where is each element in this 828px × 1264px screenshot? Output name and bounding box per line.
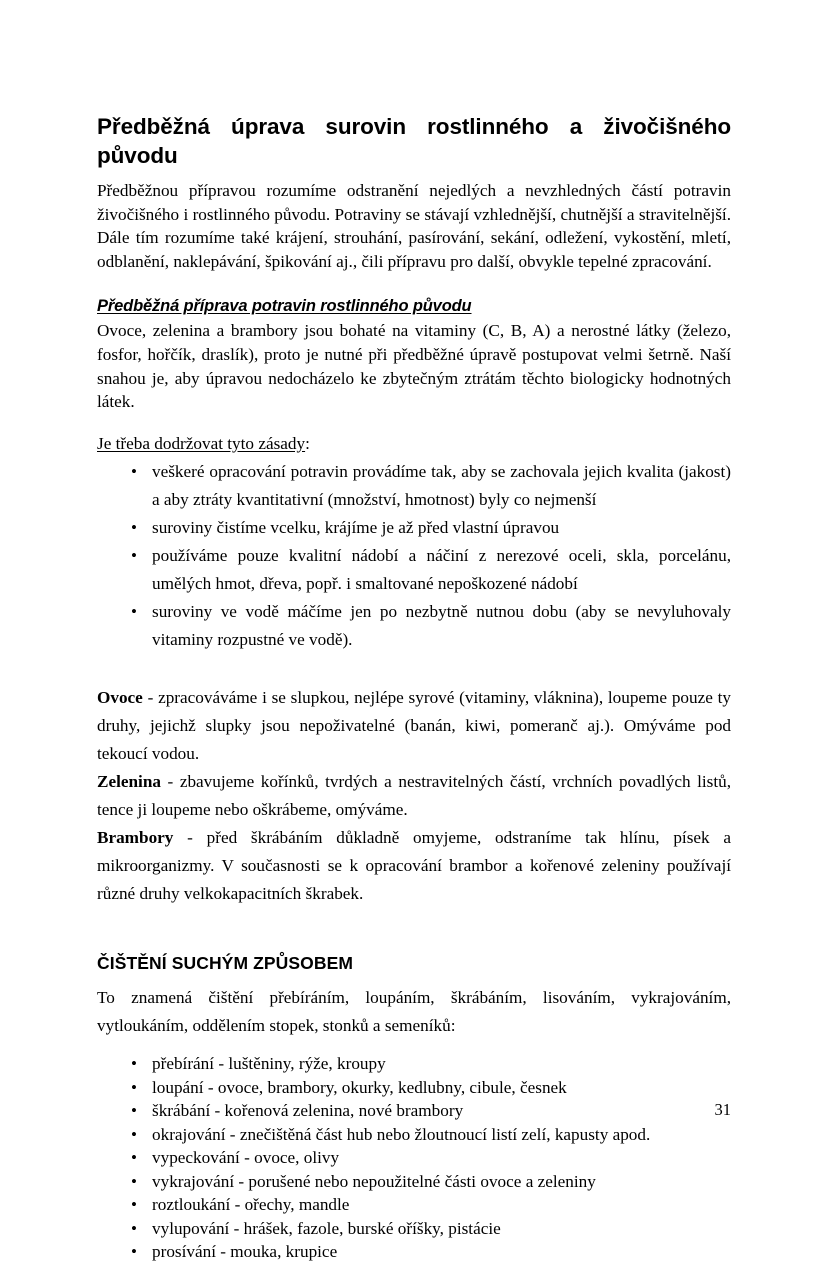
spacer <box>97 273 731 295</box>
subsection-heading-plant: Předběžná příprava potravin rostlinného původu <box>97 297 472 316</box>
list-item: • škrábání - kořenová zelenina, nové brambory <box>97 1099 731 1123</box>
list-item: • loupání - ovoce, brambory, okurky, kedlubny, cibule, česnek <box>97 1076 731 1100</box>
commodity-paragraph-zelenina <box>97 768 731 824</box>
dry-cleaning-methods-list <box>97 1052 731 1264</box>
page-title-line-1: Předběžná úprava surovin rostlinného a živočišného <box>97 114 731 139</box>
rules-lead-in-colon: : <box>305 433 310 453</box>
intro-paragraph: Předběžnou přípravou rozumíme odstranění nejedlých a nevzhledných částí potravin živočišného i rostlinného původu. Potraviny se stávají vzhlednější, chutnější a stravitelnější. Dále tím rozumíme také krájení, strouhání, pasírování, sekání, odležení, vykostění, mletí, odblanění, naklepávání, špikování aj., čili přípravu pro další, obvykle tepelné zpracování. <box>97 181 731 271</box>
list-item: • okrajování - znečištěná část hub nebo žloutnoucí listí zelí, kapusty apod. <box>97 1123 731 1147</box>
rules-lead-in <box>97 432 731 456</box>
spacer <box>97 414 731 432</box>
spacer <box>97 654 731 684</box>
commodity-term: Zelenina <box>97 772 161 792</box>
commodity-description: - zpracováváme i se slupkou, nejlépe syrové (vitaminy, vláknina), loupeme pouze ty druhy, jejichž slupky jsou nepoživatelné (banán, kiwi, pomeranč aj.). Omýváme pod tekoucí vodou. <box>97 688 731 764</box>
spacer <box>97 1040 731 1052</box>
rules-list <box>97 458 731 654</box>
list-item: • vykrajování - porušené nebo nepoužitelné části ovoce a zeleniny <box>97 1170 731 1194</box>
commodity-term: Brambory <box>97 828 174 848</box>
list-item: • používáme pouze kvalitní nádobí a náčiní z nerezové oceli, skla, porcelánu, umělých hmot, dřeva, popř. i smaltované nepoškozené nádobí <box>97 542 731 598</box>
list-item: • roztloukání - ořechy, mandle <box>97 1193 731 1217</box>
commodity-description: - zbavujeme kořínků, tvrdých a nestravitelných částí, vrchních povadlých listů, tence ji loupeme nebo oškrábeme, omýváme. <box>97 772 731 820</box>
list-item: • suroviny čistíme vcelku, krájíme je až před vlastní úpravou <box>97 514 731 542</box>
list-item: • vypeckování - ovoce, olivy <box>97 1146 731 1170</box>
list-item: • přebírání - luštěniny, rýže, kroupy <box>97 1052 731 1076</box>
page-title <box>97 112 731 170</box>
dry-cleaning-paragraph: To znamená čištění přebíráním, loupáním, škrábáním, lisováním, vykrajováním, vytloukáním, oddělením stopek, stonků a semeníků: <box>97 988 731 1036</box>
page-number: 31 <box>714 1100 731 1119</box>
commodity-paragraph-ovoce <box>97 684 731 768</box>
document-body <box>97 112 731 1264</box>
rules-lead-in-underlined: Je třeba dodržovat tyto zásady <box>97 433 306 453</box>
page-title-line-2: původu <box>97 143 178 168</box>
list-item: • vylupování - hrášek, fazole, burské oříšky, pistácie <box>97 1217 731 1241</box>
plant-intro-paragraph: Ovoce, zelenina a brambory jsou bohaté na vitaminy (C, B, A) a nerostné látky (železo, fosfor, hořčík, draslík), proto je nutné při předběžné úpravě postupovat velmi šetrně. Naší snahou je, aby úpravou nedocházelo ke zbytečným ztrátám těchto biologicky hodnotných látek. <box>97 321 731 412</box>
list-item: • veškeré opracování potravin provádíme tak, aby se zachovala jejich kvalita (jakost) a aby ztráty kvantitativní (množství, hmotnost) byly co nejmenší <box>97 458 731 514</box>
commodity-paragraph-brambory <box>97 824 731 908</box>
spacer <box>97 908 731 952</box>
list-item: • suroviny ve vodě máčíme jen po nezbytně nutnou dobu (aby se nevyluhovaly vitaminy rozpustné ve vodě). <box>97 598 731 654</box>
section-heading-dry-cleaning: ČIŠTĚNÍ SUCHÝM ZPŮSOBEM <box>97 953 354 974</box>
commodity-description: - před škrábáním důkladně omyjeme, odstraníme tak hlínu, písek a mikroorganizmy. V současnosti se k opracování brambor a kořenové zeleniny používají různé druhy velkokapacitních škrabek. <box>97 828 731 904</box>
list-item: • prosívání - mouka, krupice <box>97 1240 731 1264</box>
commodity-term: Ovoce <box>97 688 143 708</box>
